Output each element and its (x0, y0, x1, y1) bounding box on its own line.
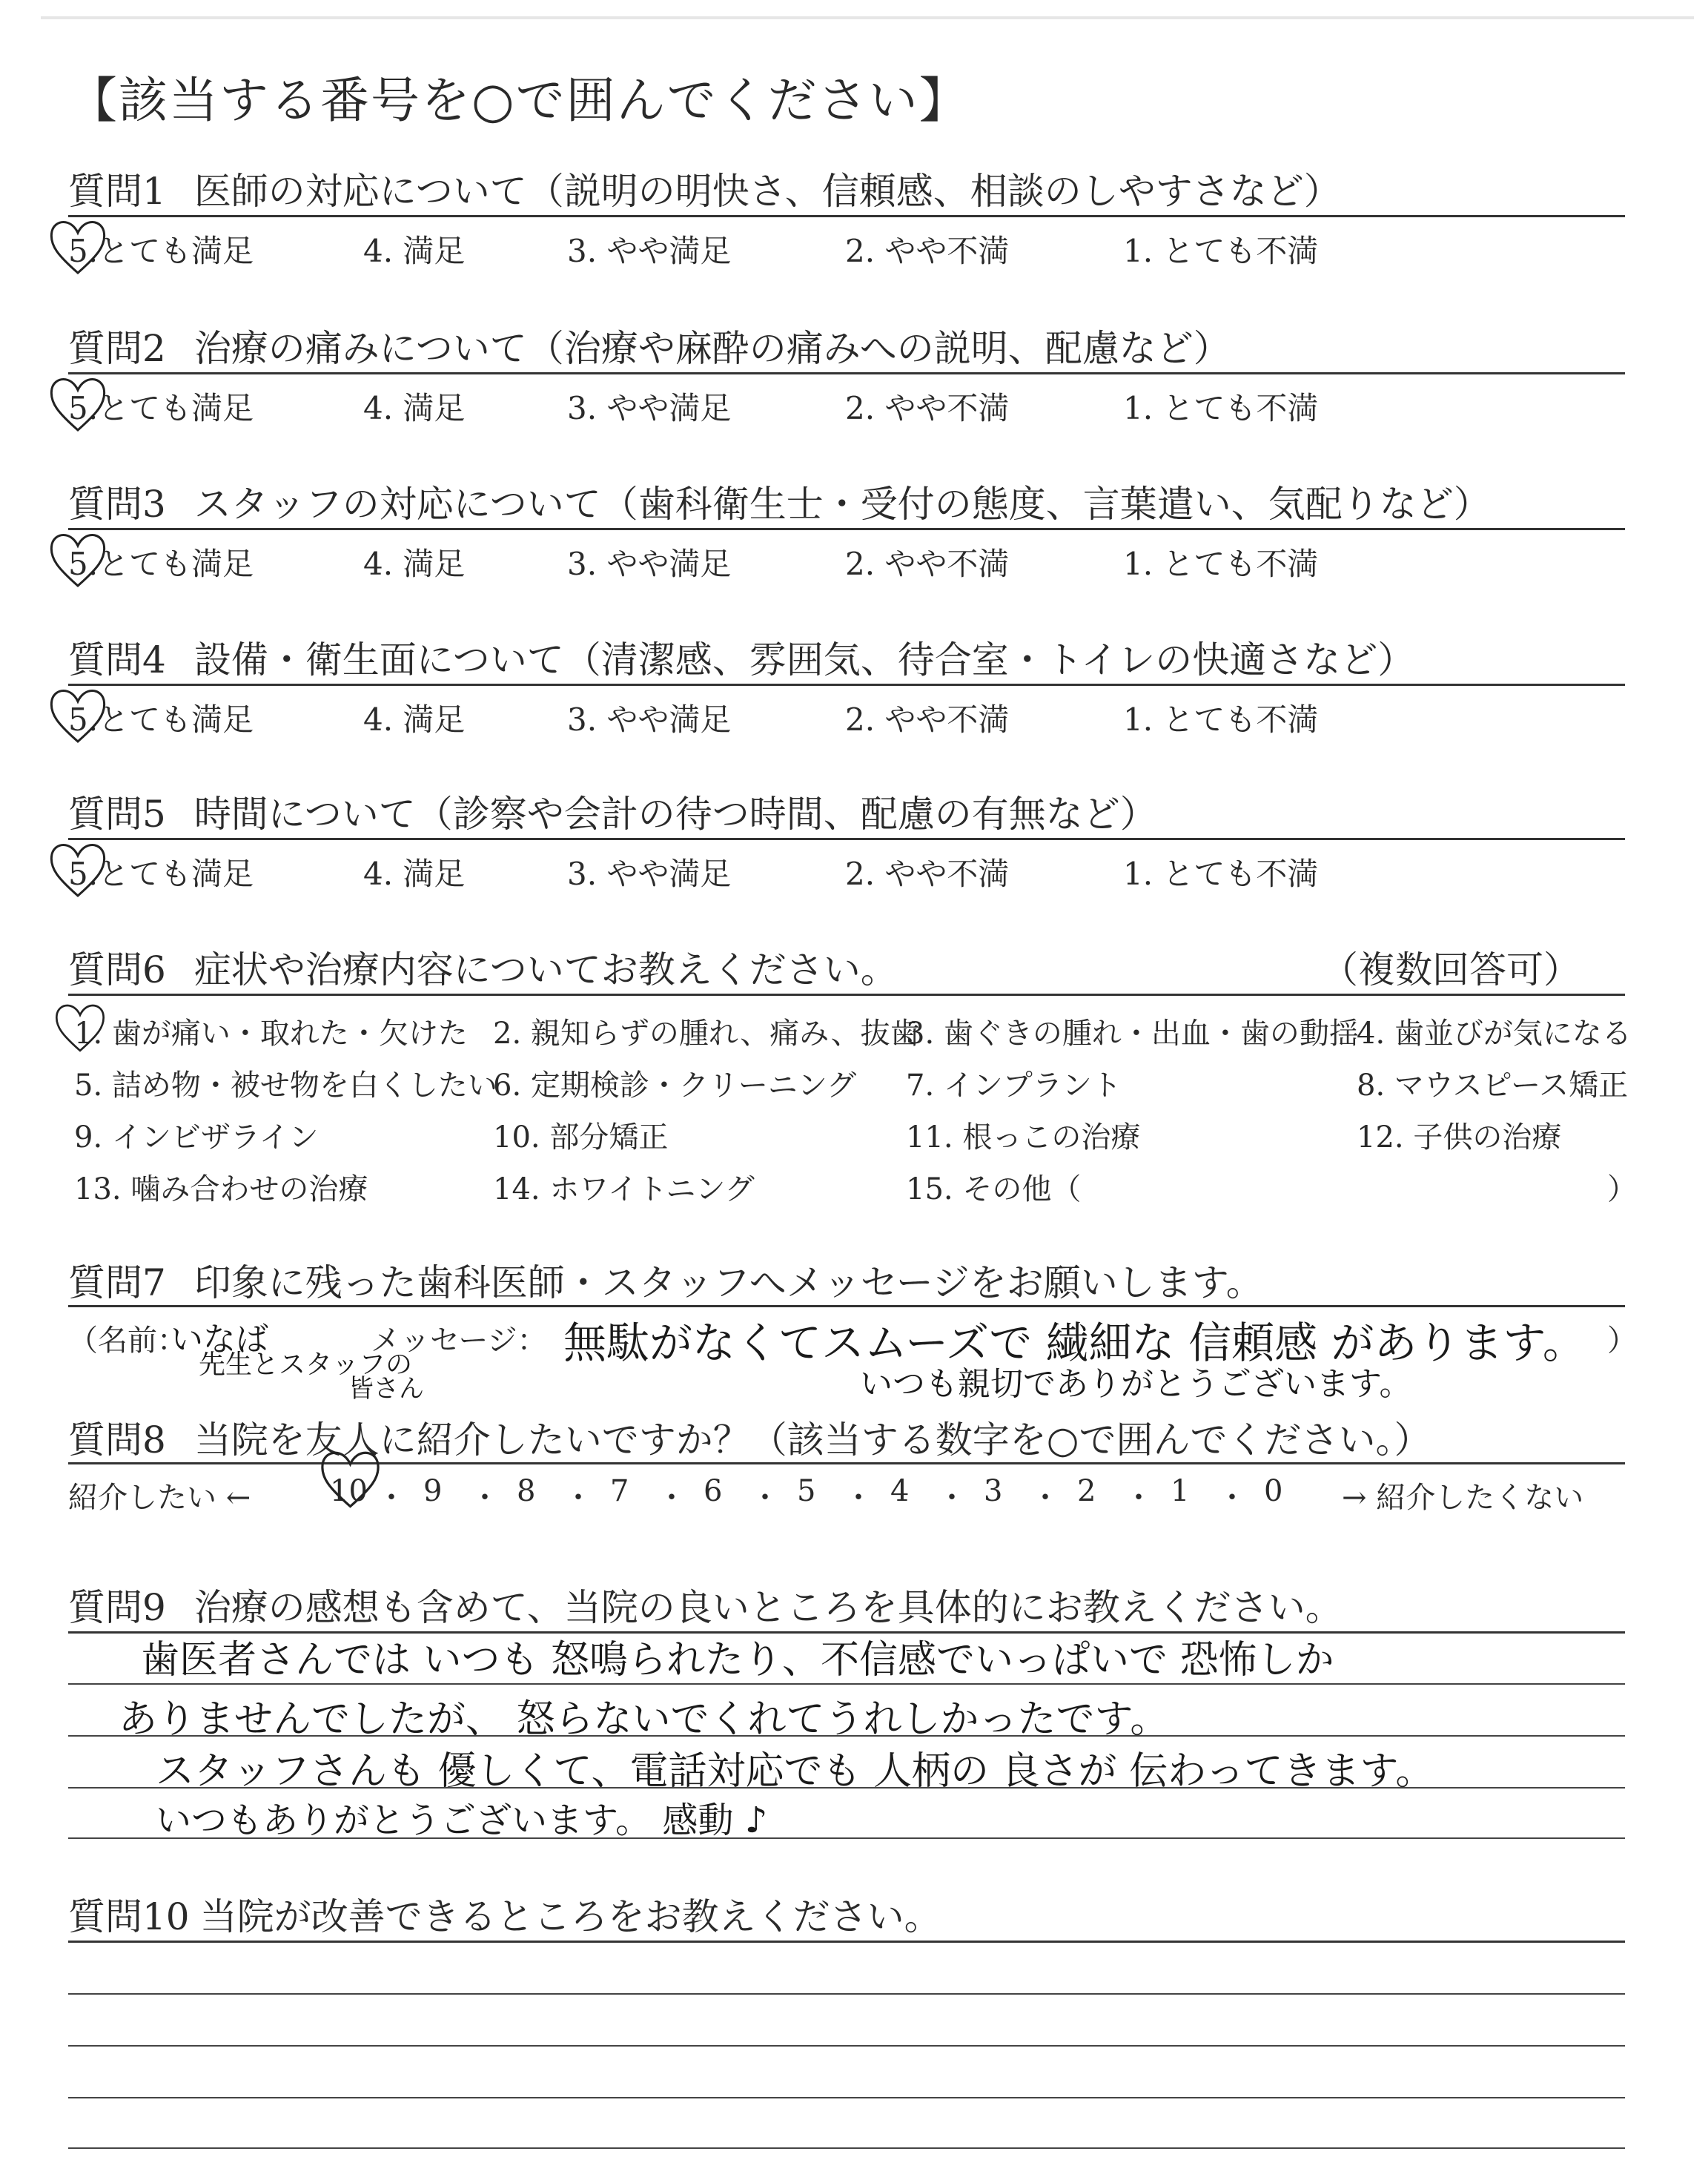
question-title (68, 1887, 1625, 1936)
option-1[interactable]: 1. とても不満 (1123, 233, 1319, 269)
question-text: 時間について（診察や会計の待つ時間、配慮の有無など） (193, 793, 1157, 836)
option-3[interactable]: 3. やや満足 (567, 856, 732, 892)
divider-line (68, 215, 1625, 217)
scale-separator: ・ (1030, 1481, 1060, 1515)
question-number: 質問6 (68, 948, 166, 991)
option-2[interactable]: 2. やや不満 (845, 546, 1010, 582)
question-title (68, 785, 1625, 836)
handwritten-answer: 歯医者さんでは いつも 怒鳴られたり、不信感でいっぱいで 恐怖しか (141, 1638, 1334, 1682)
symptom-option-8[interactable]: 8. マウスピース矯正 (1357, 1069, 1629, 1103)
question-title (68, 940, 1625, 989)
symptom-option-5[interactable]: 5. 詰め物・被せ物を白くしたい (74, 1069, 497, 1103)
answer-line (68, 2045, 1625, 2047)
handwritten-message: いつも親切でありがとうございます。 (860, 1365, 1412, 1403)
option-1[interactable]: 1. とても不満 (1123, 390, 1319, 426)
option-1[interactable]: 1. とても不満 (1123, 701, 1319, 738)
divider-line (68, 838, 1625, 840)
handwritten-answer: いつもありがとうございます。 感動 ♪ (156, 1800, 768, 1841)
option-3[interactable]: 3. やや満足 (567, 546, 732, 582)
option-2[interactable]: 2. やや不満 (845, 856, 1010, 892)
question-text: 印象に残った歯科医師・スタッフへメッセージをお願いします。 (193, 1261, 1263, 1304)
heart-mark-icon (44, 681, 111, 747)
question-5 (68, 785, 1625, 836)
question-text: スタッフの対応について（歯科衛生士・受付の態度、言葉遣い、気配りなど） (193, 483, 1491, 526)
scale-separator: ・ (844, 1481, 873, 1515)
scale-value-4[interactable]: 4 (890, 1474, 910, 1508)
option-3[interactable]: 3. やや満足 (567, 701, 732, 738)
handwritten-answer: ありませんでしたが、 怒らないでくれてうれしかったです。 (119, 1697, 1169, 1742)
scale-value-5[interactable]: 5 (797, 1474, 816, 1508)
question-title (68, 475, 1625, 524)
symptom-option-11[interactable]: 11. 根っこの治療 (906, 1120, 1141, 1155)
handwritten-name: いなば (171, 1321, 268, 1358)
option-1[interactable]: 1. とても不満 (1123, 856, 1319, 892)
question-6 (68, 940, 1625, 989)
option-2[interactable]: 2. やや不満 (845, 233, 1010, 269)
question-9 (68, 1578, 1625, 1627)
question-text: 当院を友人に紹介したいですか？（該当する数字を○で囲んでください。） (193, 1418, 1431, 1462)
scale-separator: ・ (657, 1481, 686, 1515)
option-2[interactable]: 2. やや不満 (845, 390, 1010, 426)
message-label: メッセージ： (371, 1324, 547, 1358)
recommend-label: 紹介したい ← (68, 1481, 251, 1515)
question-4 (68, 630, 1625, 679)
question-text: 症状や治療内容についてお教えください。 (193, 948, 898, 991)
option-4[interactable]: 4. 満足 (363, 233, 466, 269)
symptom-option-6[interactable]: 6. 定期検診・クリーニング (493, 1069, 857, 1103)
scale-separator: ・ (750, 1481, 780, 1515)
question-text: 設備・衛生面について（清潔感、雰囲気、待合室・トイレの快適さなど） (193, 638, 1415, 681)
question-number: 質問3 (68, 483, 166, 526)
option-1[interactable]: 1. とても不満 (1123, 546, 1319, 582)
question-number: 質問5 (68, 793, 166, 836)
question-title (68, 1253, 1625, 1302)
handwritten-name: 皆さん (348, 1374, 424, 1404)
answer-line (68, 2097, 1625, 2098)
scale-separator: ・ (563, 1481, 593, 1515)
divider-line (68, 1941, 1625, 1943)
heart-mark-icon (44, 212, 111, 279)
option-4[interactable]: 4. 満足 (363, 546, 466, 582)
scale-separator: ・ (377, 1481, 406, 1515)
name-label: （名前： (68, 1324, 187, 1358)
symptom-option-4[interactable]: 4. 歯並びが気になる (1357, 1017, 1632, 1051)
option-4[interactable]: 4. 満足 (363, 856, 466, 892)
option-5[interactable]: 5.とても満足 (68, 856, 254, 892)
scale-value-10[interactable]: 10 (330, 1474, 368, 1508)
option-5[interactable]: 5.とても満足 (68, 390, 254, 426)
scale-separator: ・ (1124, 1481, 1153, 1515)
question-number: 質問2 (68, 327, 166, 370)
option-4[interactable]: 4. 満足 (363, 701, 466, 738)
scale-separator: ・ (1217, 1481, 1247, 1515)
option-5[interactable]: 5.とても満足 (68, 233, 254, 269)
question-title (68, 1410, 1625, 1462)
question-title (68, 319, 1625, 368)
question-1 (68, 162, 1625, 211)
question-number: 質問10 (68, 1895, 190, 1938)
message-close-paren: ） (1607, 1324, 1637, 1358)
symptom-option-9[interactable]: 9. インビザライン (74, 1120, 319, 1155)
scale-value-9[interactable]: 9 (423, 1474, 443, 1508)
question-text: 当院が改善できるところをお教えください。 (199, 1895, 941, 1938)
heart-mark-icon (50, 997, 110, 1056)
symptom-option-14[interactable]: 14. ホワイトニング (493, 1172, 755, 1206)
question-3 (68, 475, 1625, 524)
instructions-header: 【該当する番号を○で囲んでください】 (68, 72, 970, 129)
question-7 (68, 1253, 1625, 1302)
question-number: 質問4 (68, 638, 166, 681)
divider-line (68, 1462, 1625, 1464)
scale-value-3[interactable]: 3 (984, 1474, 1003, 1508)
answer-line (68, 1993, 1625, 1995)
question-title (68, 1578, 1625, 1627)
question-text: 治療の痛みについて（治療や麻酔の痛みへの説明、配慮など） (193, 327, 1231, 370)
other-close-paren: ） (1607, 1172, 1637, 1206)
answer-line (68, 2147, 1625, 2149)
multiple-answers-note: （複数回答可） (1321, 948, 1580, 991)
scale-separator: ・ (937, 1481, 967, 1515)
divider-line (68, 1305, 1625, 1307)
handwritten-name: 先生とスタッフの (199, 1350, 413, 1380)
scale-value-2[interactable]: 2 (1077, 1474, 1096, 1508)
option-2[interactable]: 2. やや不満 (845, 701, 1010, 738)
option-5[interactable]: 5.とても満足 (68, 546, 254, 582)
heart-mark-icon (44, 835, 111, 902)
option-3[interactable]: 3. やや満足 (567, 233, 732, 269)
heart-mark-icon (44, 525, 111, 592)
question-number: 質問9 (68, 1586, 166, 1629)
question-number: 質問8 (68, 1418, 166, 1462)
scale-value-6[interactable]: 6 (704, 1474, 723, 1508)
heart-mark-icon (315, 1442, 385, 1513)
not-recommend-label: → 紹介したくない (1342, 1481, 1584, 1515)
scale-value-0[interactable]: 0 (1264, 1474, 1283, 1508)
option-5[interactable]: 5.とても満足 (68, 701, 254, 738)
symptom-option-10[interactable]: 10. 部分矯正 (493, 1120, 669, 1155)
scale-value-1[interactable]: 1 (1171, 1474, 1190, 1508)
symptom-option-15[interactable]: 15. その他（ (906, 1172, 1082, 1206)
option-3[interactable]: 3. やや満足 (567, 390, 732, 426)
divider-line (68, 372, 1625, 374)
handwritten-message: 無駄がなくてスムーズで 繊細な 信頼感 があります。 (563, 1318, 1586, 1368)
question-8 (68, 1410, 1625, 1462)
option-4[interactable]: 4. 満足 (363, 390, 466, 426)
question-text: 医師の対応について（説明の明快さ、信頼感、相談のしやすさなど） (193, 170, 1341, 213)
question-number: 質問1 (68, 170, 166, 213)
symptom-option-7[interactable]: 7. インプラント (906, 1069, 1122, 1103)
symptom-option-3[interactable]: 3. 歯ぐきの腫れ・出血・歯の動揺 (906, 1017, 1359, 1051)
divider-line (68, 528, 1625, 530)
divider-line (68, 994, 1625, 996)
heart-mark-icon (44, 369, 111, 436)
scale-separator: ・ (470, 1481, 500, 1515)
question-title (68, 630, 1625, 679)
symptom-option-13[interactable]: 13. 噛み合わせの治療 (74, 1172, 368, 1206)
question-number: 質問7 (68, 1261, 166, 1304)
divider-line (68, 684, 1625, 686)
scale-value-8[interactable]: 8 (517, 1474, 536, 1508)
top-border (41, 16, 1694, 19)
question-10 (68, 1887, 1625, 1936)
question-text: 治療の感想も含めて、当院の良いところを具体的にお教えください。 (193, 1586, 1343, 1629)
scale-value-7[interactable]: 7 (610, 1474, 629, 1508)
question-title (68, 162, 1625, 211)
symptom-option-1[interactable]: 1. 歯が痛い・取れた・欠けた (74, 1017, 468, 1051)
question-2 (68, 319, 1625, 368)
symptom-option-2[interactable]: 2. 親知らずの腫れ、痛み、抜歯 (493, 1017, 920, 1051)
symptom-option-12[interactable]: 12. 子供の治療 (1357, 1120, 1562, 1155)
handwritten-answer: スタッフさんも 優しくて、電話対応でも 人柄の 良さが 伝わってきます。 (156, 1749, 1434, 1794)
